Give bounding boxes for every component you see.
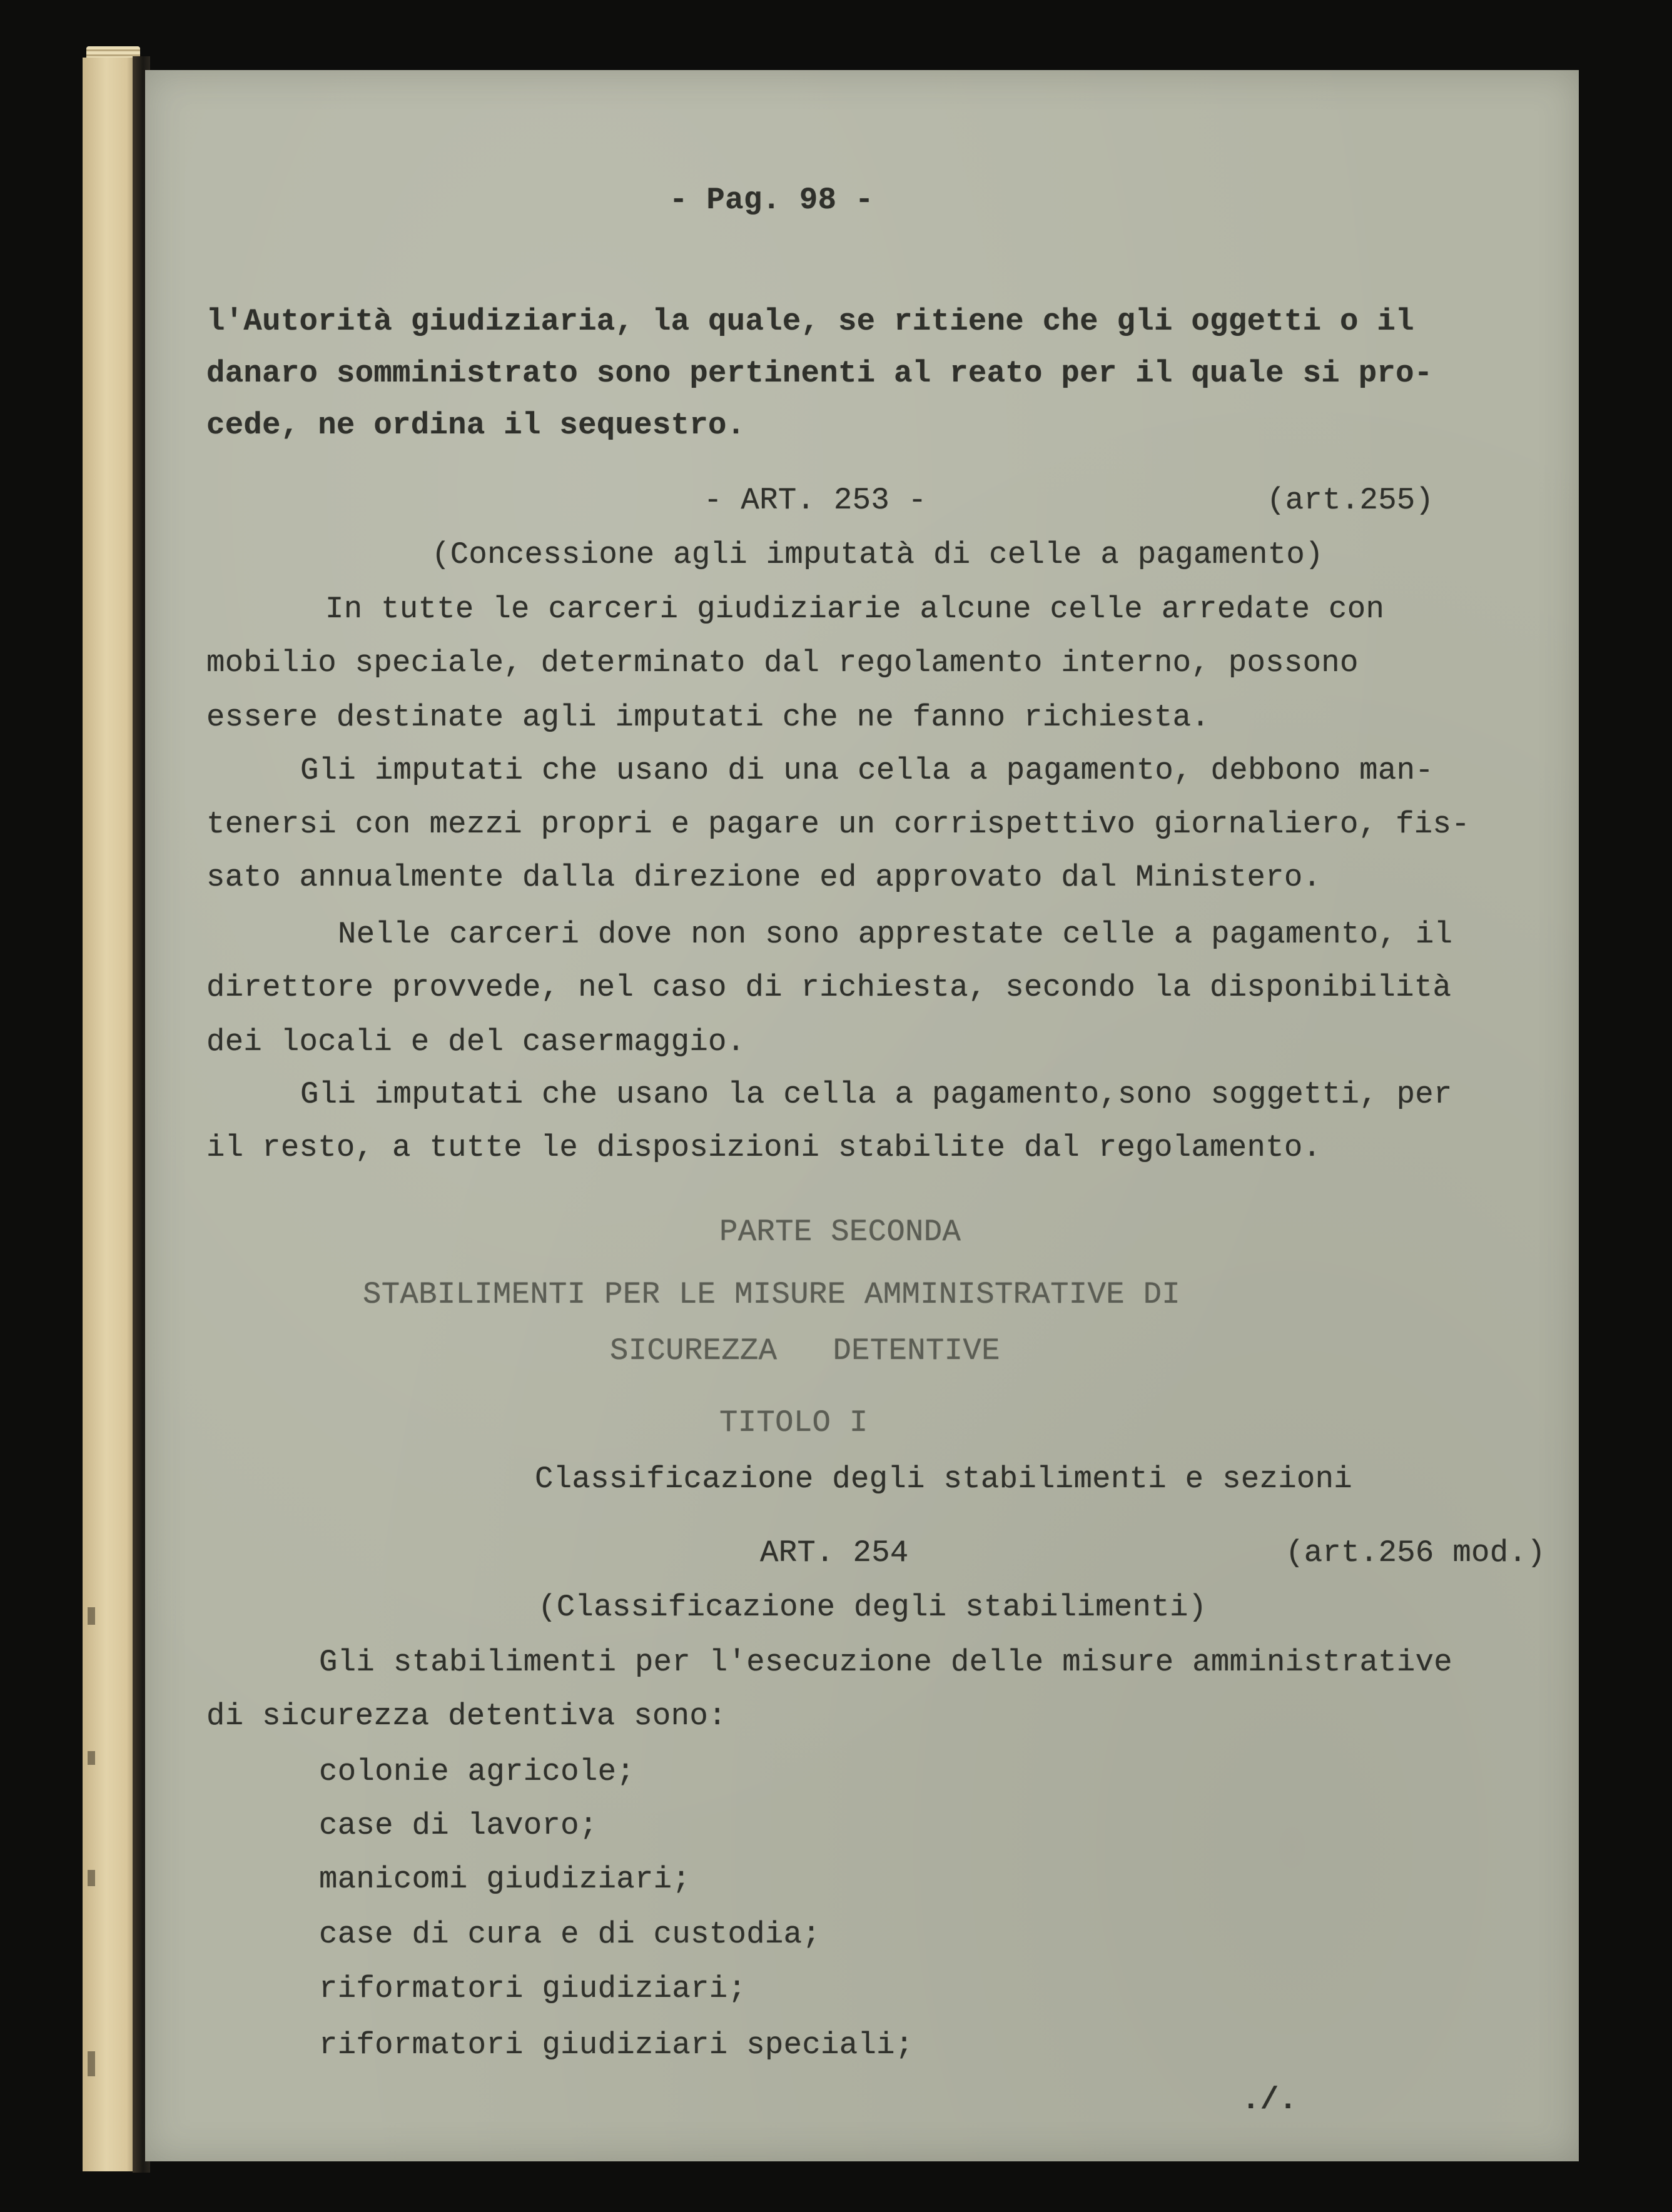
text-line: essere destinate agli imputati che ne fanno richiesta. (206, 700, 1210, 735)
list-item: case di lavoro; (319, 1808, 598, 1843)
article-heading: ART. 254 (760, 1535, 909, 1570)
text-line: Gli imputati che usano di una cella a pagamento, debbono man- (300, 753, 1434, 788)
text-line: l'Autorità giudiziaria, la quale, se ritiene che gli oggetti o il (206, 304, 1414, 339)
text-line: Gli imputati che usano la cella a pagamento,sono soggetti, per (300, 1077, 1452, 1112)
part-heading: PARTE SECONDA (719, 1215, 961, 1250)
page-number: - Pag. 98 - (669, 183, 874, 218)
list-item: colonie agricole; (319, 1754, 635, 1789)
list-item: riformatori giudiziari speciali; (319, 2028, 914, 2063)
article-reference: (art.255) (1267, 483, 1434, 518)
list-item: manicomi giudiziari; (319, 1862, 691, 1897)
text-line: direttore provvede, nel caso di richiesta, secondo la disponibilità (206, 970, 1452, 1005)
text-line: il resto, a tutte le disposizioni stabilite dal regolamento. (206, 1130, 1322, 1165)
article-title: (Concessione agli imputatà di celle a pagamento) (432, 537, 1324, 572)
edge-mark (88, 2051, 95, 2076)
title-text: Classificazione degli stabilimenti e sezioni (535, 1462, 1353, 1497)
part-subheading: STABILIMENTI PER LE MISURE AMMINISTRATIVE DI (363, 1277, 1181, 1312)
edge-mark (88, 1751, 95, 1765)
text-line: dei locali e del casermaggio. (206, 1024, 746, 1059)
edge-mark (88, 1607, 95, 1625)
text-line: danaro somministrato sono pertinenti al reato per il quale si pro- (206, 356, 1433, 391)
edge-mark (88, 1870, 95, 1886)
text-line: di sicurezza detentiva sono: (206, 1699, 727, 1734)
text-line: sato annualmente dalla direzione ed approvato dal Ministero. (206, 860, 1322, 895)
text-line: tenersi con mezzi propri e pagare un corrispettivo giornaliero, fis- (206, 807, 1470, 842)
list-item: riformatori giudiziari; (319, 1971, 747, 2006)
part-subheading: SICUREZZA DETENTIVE (610, 1333, 1000, 1368)
article-reference: (art.256 mod.) (1285, 1535, 1546, 1570)
title-label: TITOLO I (719, 1405, 868, 1440)
text-line: Gli stabilimenti per l'esecuzione delle misure amministrative (319, 1645, 1452, 1680)
text-line: mobilio speciale, determinato dal regolamento interno, possono (206, 645, 1359, 680)
article-title: (Classificazione degli stabilimenti) (538, 1590, 1207, 1625)
article-heading: - ART. 253 - (704, 483, 927, 518)
text-line: cede, ne ordina il sequestro. (206, 408, 746, 443)
continuation-mark: ./. (1242, 2083, 1298, 2118)
text-line: Nelle carceri dove non sono apprestate celle a pagamento, il (338, 917, 1453, 952)
list-item: case di cura e di custodia; (319, 1917, 821, 1952)
text-line: In tutte le carceri giudiziarie alcune celle arredate con (325, 592, 1385, 627)
